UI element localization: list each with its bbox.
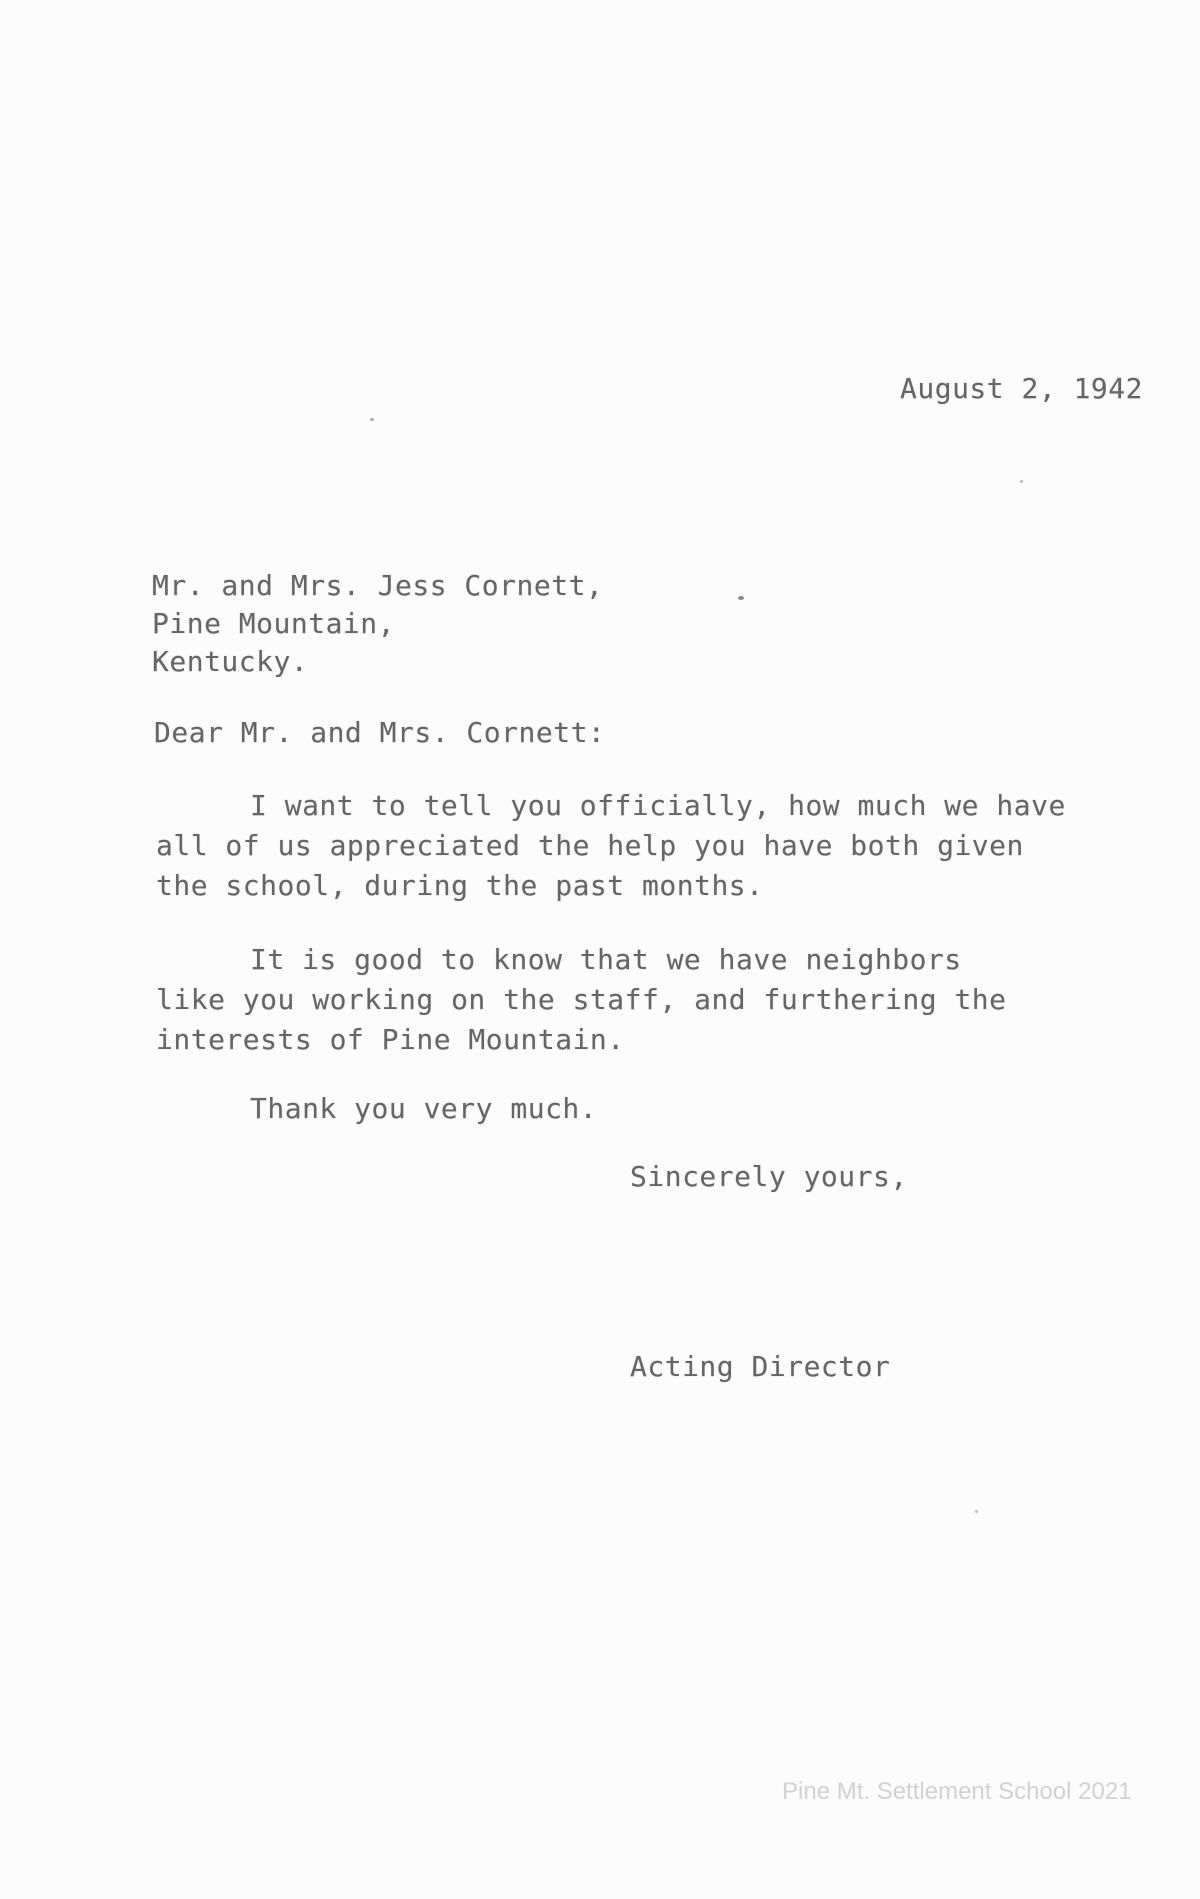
recipient-town: Pine Mountain,	[152, 607, 396, 640]
salutation: Dear Mr. and Mrs. Cornett:	[154, 716, 606, 749]
watermark: Pine Mt. Settlement School 2021	[782, 1778, 1132, 1805]
paragraph2-line3: interests of Pine Mountain.	[156, 1023, 625, 1056]
ink-speck	[1020, 480, 1023, 483]
paragraph1-line2: all of us appreciated the help you have both given	[156, 829, 1024, 862]
recipient-name: Mr. and Mrs. Jess Cornett,	[152, 569, 604, 602]
ink-speck	[975, 1510, 978, 1513]
ink-speck	[370, 418, 374, 421]
letter-date: August 2, 1942	[900, 372, 1144, 405]
paragraph2-line2: like you working on the staff, and furthering the	[156, 983, 1007, 1016]
closing: Sincerely yours,	[630, 1160, 908, 1193]
paragraph1-line1: I want to tell you officially, how much we have	[250, 789, 1066, 822]
ink-speck	[738, 596, 744, 600]
thanks-line: Thank you very much.	[250, 1092, 598, 1125]
recipient-state: Kentucky.	[152, 645, 309, 678]
signature-title: Acting Director	[630, 1350, 891, 1383]
paragraph2-line1: It is good to know that we have neighbors	[250, 943, 962, 976]
paragraph1-line3: the school, during the past months.	[156, 869, 764, 902]
